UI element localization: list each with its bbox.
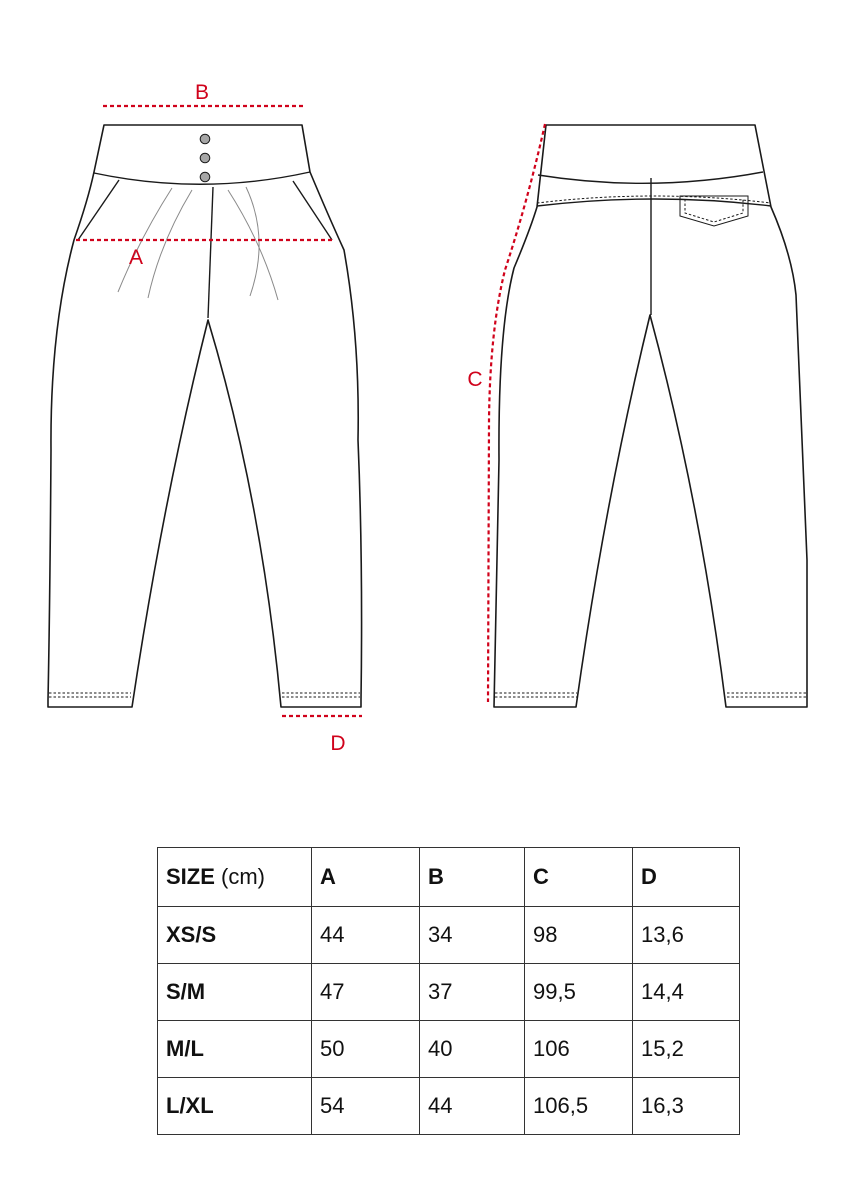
cell-b: 44 [420,1078,525,1135]
front-button [200,134,210,144]
cell-c: 99,5 [525,964,633,1021]
cell-a: 44 [312,907,420,964]
size-chart-table [157,847,740,1135]
table-header-row [158,848,740,907]
cell-d: 13,6 [633,907,740,964]
front-button [200,172,210,182]
cell-b: 34 [420,907,525,964]
cell-a: 50 [312,1021,420,1078]
cell-size: L/XL [158,1078,312,1135]
header-a: A [312,848,420,907]
header-d: D [633,848,740,907]
cell-a: 54 [312,1078,420,1135]
header-size-label: SIZE [166,864,215,889]
cell-c: 106,5 [525,1078,633,1135]
cell-size: S/M [158,964,312,1021]
header-unit: (cm) [221,864,266,889]
cell-d: 14,4 [633,964,740,1021]
label-d: D [330,732,346,755]
table-row [158,1078,740,1135]
front-button [200,153,210,163]
cell-c: 98 [525,907,633,964]
cell-a: 47 [312,964,420,1021]
front-pants-view [48,125,362,707]
header-size [158,848,312,907]
label-c: C [467,368,483,391]
back-pants-view [494,125,807,707]
cell-b: 40 [420,1021,525,1078]
front-pants-outline [48,125,362,707]
cell-d: 15,2 [633,1021,740,1078]
label-a: A [128,246,144,269]
cell-d: 16,3 [633,1078,740,1135]
cell-size: M/L [158,1021,312,1078]
table-row [158,1021,740,1078]
cell-b: 37 [420,964,525,1021]
table-row [158,964,740,1021]
cell-c: 106 [525,1021,633,1078]
table-row [158,907,740,964]
header-c: C [525,848,633,907]
header-b: B [420,848,525,907]
cell-size: XS/S [158,907,312,964]
label-b: B [194,81,210,104]
